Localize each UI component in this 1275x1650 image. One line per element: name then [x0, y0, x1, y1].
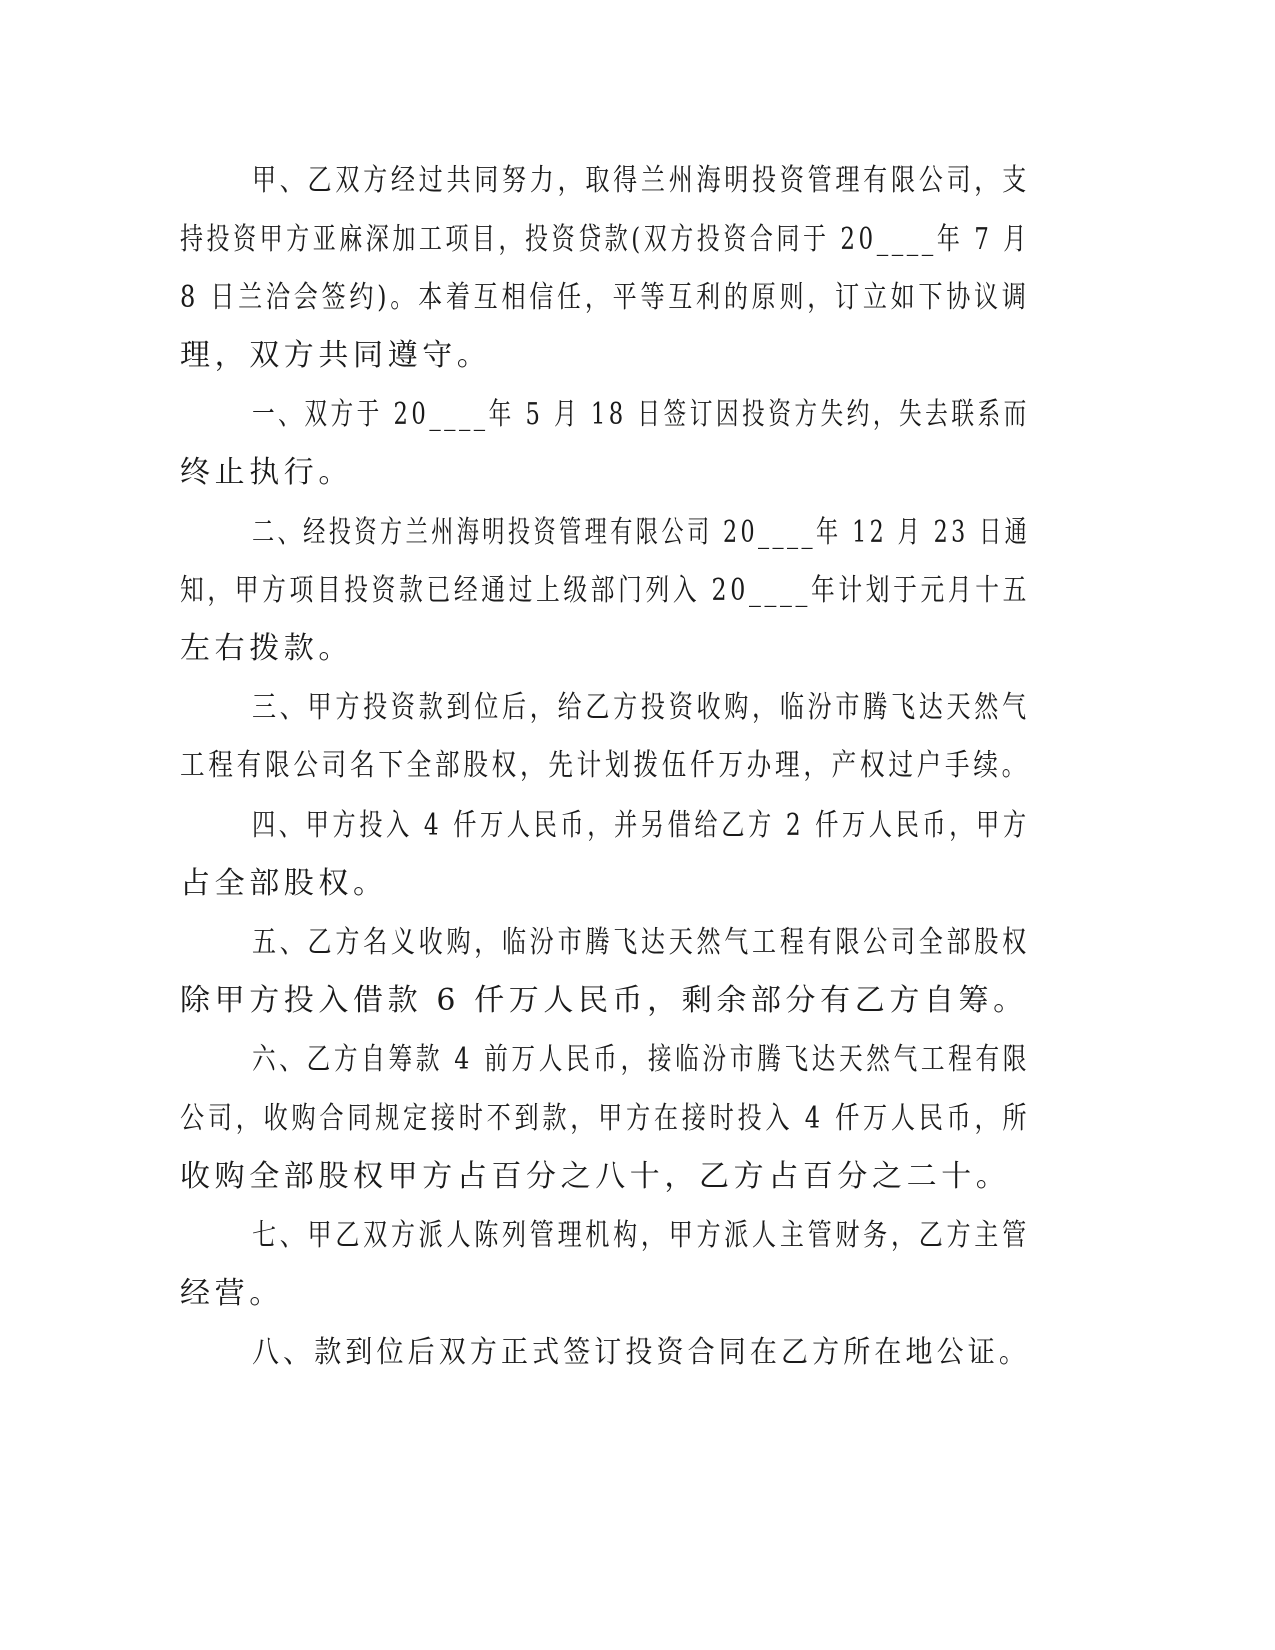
paragraph-intro-line-3: 8 日兰洽会签约)。本着互相信任，平等互利的原则，订立如下协议调 [180, 280, 1030, 315]
clause-2-line-1: 二、经投资方兰州海明投资管理有限公司 20____年 12 月 23 日通 [252, 515, 1031, 550]
clause-7-line-2: 经营。 [180, 1276, 284, 1311]
clause-8-line-1: 八、款到位后双方正式签订投资合同在乙方所在地公证。 [252, 1335, 1030, 1370]
clause-3-line-2: 工程有限公司名下全部股权，先计划拨伍仟万办理，产权过户手续。 [180, 748, 1031, 783]
clause-2-line-3: 左右拨款。 [180, 631, 353, 666]
clause-1-line-1: 一、双方于 20____年 5 月 18 日签订因投资方失约，失去联系而 [252, 397, 1030, 432]
clause-6-line-2: 公司，收购合同规定接时不到款，甲方在接时投入 4 仟万人民币，所 [180, 1101, 1031, 1136]
clause-2-line-2: 知，甲方项目投资款已经通过上级部门列入 20____年计划于元月十五 [180, 573, 1031, 608]
clause-6-line-1: 六、乙方自筹款 4 前万人民币，接临汾市腾飞达天然气工程有限 [252, 1042, 1031, 1077]
clause-4-line-2: 占全部股权。 [180, 866, 388, 901]
clause-3-line-1: 三、甲方投资款到位后，给乙方投资收购，临汾市腾飞达天然气 [252, 690, 1030, 725]
clause-6-line-3: 收购全部股权甲方占百分之八十，乙方占百分之二十。 [180, 1159, 1011, 1194]
clause-5-line-1: 五、乙方名义收购，临汾市腾飞达天然气工程有限公司全部股权 [252, 925, 1030, 960]
clause-1-line-2: 终止执行。 [180, 455, 353, 490]
paragraph-intro-line-4: 理，双方共同遵守。 [180, 338, 492, 373]
clause-5-line-2: 除甲方投入借款 6 仟万人民币，剩余部分有乙方自筹。 [180, 983, 1028, 1018]
clause-7-line-1: 七、甲乙双方派人陈列管理机构，甲方派人主管财务，乙方主管 [252, 1218, 1030, 1253]
paragraph-intro-line-2: 持投资甲方亚麻深加工项目，投资贷款(双方投资合同于 20____年 7 月 [180, 222, 1030, 257]
paragraph-intro-line-1: 甲、乙双方经过共同努力，取得兰州海明投资管理有限公司，支 [252, 163, 1030, 198]
clause-4-line-1: 四、甲方投入 4 仟万人民币，并另借给乙方 2 仟万人民币，甲方 [252, 808, 1030, 843]
